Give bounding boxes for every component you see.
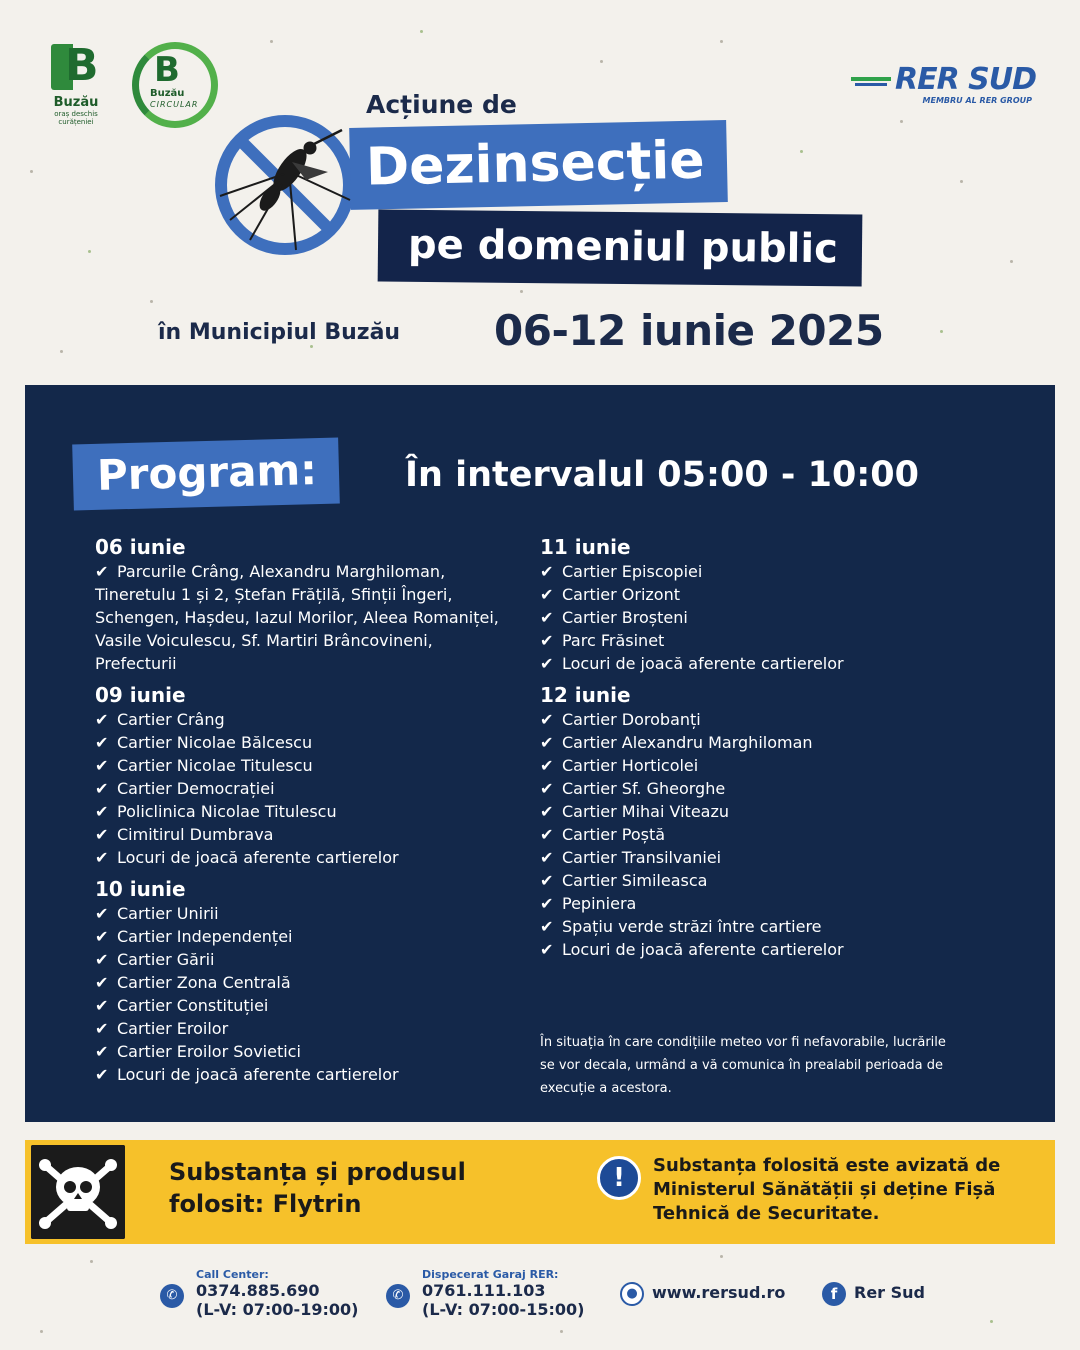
checkmark-icon: ✔ — [540, 710, 554, 729]
schedule-item-text: Cartier Nicolae Titulescu — [117, 756, 313, 775]
schedule-day — [95, 877, 535, 1086]
rer-logo-name: RER SUD — [894, 62, 1036, 97]
checkmark-icon: ✔ — [540, 848, 554, 867]
schedule-item — [95, 800, 535, 823]
schedule-item-text: Cartier Mihai Viteazu — [562, 802, 730, 821]
substance-label: Substanța și produsul folosit: Flytrin — [169, 1158, 466, 1218]
checkmark-icon: ✔ — [540, 894, 554, 913]
schedule-item-text: Spațiu verde străzi între cartiere — [562, 917, 822, 936]
schedule-item-text: Cartier Transilvaniei — [562, 848, 722, 867]
schedule-item — [540, 606, 980, 629]
substance-approval-note: Substanța folosită este avizată de Ministerul Sănătății și deține Fișă Tehnică de Securitate. — [653, 1155, 1001, 1224]
schedule-item-text: Cartier Broșteni — [562, 608, 688, 627]
buzau-circular-tagline: CIRCULAR — [150, 100, 199, 109]
schedule-item-text: Cartier Democrației — [117, 779, 275, 798]
schedule-item-text: Cartier Eroilor Sovietici — [117, 1042, 301, 1061]
schedule-item-text: Cartier Simileasca — [562, 871, 708, 890]
schedule-day — [540, 535, 980, 675]
checkmark-icon: ✔ — [540, 779, 554, 798]
schedule-item-text: Parc Frăsinet — [562, 631, 665, 650]
program-panel — [25, 385, 1055, 1122]
schedule-item — [540, 800, 980, 823]
schedule-item-text: Locuri de joacă aferente cartierelor — [562, 654, 844, 673]
checkmark-icon: ✔ — [95, 710, 109, 729]
schedule-day-title: 11 iunie — [540, 535, 631, 559]
website-link[interactable]: www.rersud.ro — [652, 1283, 786, 1302]
checkmark-icon: ✔ — [540, 917, 554, 936]
header-action: Acțiune de — [366, 90, 517, 119]
schedule-item-text: Cartier Crâng — [117, 710, 225, 729]
schedule-item — [95, 948, 535, 971]
checkmark-icon: ✔ — [95, 1019, 109, 1038]
schedule-item-text: Locuri de joacă aferente cartierelor — [562, 940, 844, 959]
schedule-item-text: Cartier Independenței — [117, 927, 293, 946]
no-mosquito-icon — [210, 110, 360, 260]
schedule-item-text: Cartier Gării — [117, 950, 215, 969]
schedule-item-text: Cartier Unirii — [117, 904, 219, 923]
header-title: Dezinsecție — [349, 120, 727, 210]
exclamation-icon: ! — [597, 1156, 641, 1200]
schedule-item — [95, 708, 535, 731]
checkmark-icon: ✔ — [540, 733, 554, 752]
checkmark-icon: ✔ — [95, 802, 109, 821]
skull-crossbones-icon — [31, 1145, 125, 1239]
schedule-item-text: Cartier Dorobanți — [562, 710, 701, 729]
weather-notice: În situația în care condițiile meteo vor fi nefavorabile, lucrările se vor decala, urmând a vă comunica în prealabil perioada de execuție a acestora. — [540, 1035, 946, 1096]
facebook-link[interactable]: Rer Sud — [854, 1283, 925, 1302]
rer-logo-tagline: MEMBRU AL RER GROUP — [922, 96, 1032, 105]
checkmark-icon: ✔ — [95, 996, 109, 1015]
schedule-item — [540, 938, 980, 961]
schedule-item — [95, 754, 535, 777]
schedule-item — [540, 560, 980, 583]
schedule-item-text: Cartier Poștă — [562, 825, 666, 844]
schedule-right-column — [540, 535, 980, 969]
checkmark-icon: ✔ — [95, 927, 109, 946]
schedule-item — [95, 731, 535, 754]
checkmark-icon: ✔ — [540, 825, 554, 844]
schedule-item-text: Cimitirul Dumbrava — [117, 825, 274, 844]
schedule-day — [95, 535, 535, 675]
header-dates: 06-12 iunie 2025 — [494, 306, 884, 355]
schedule-item-text: Locuri de joacă aferente cartierelor — [117, 848, 399, 867]
schedule-item — [95, 560, 515, 675]
facebook-icon: f — [822, 1282, 846, 1306]
schedule-item-text: Cartier Episcopiei — [562, 562, 703, 581]
header-subtitle: pe domeniul public — [378, 209, 863, 286]
call-center-hours: (L-V: 07:00-19:00) — [196, 1300, 359, 1319]
checkmark-icon: ✔ — [540, 608, 554, 627]
checkmark-icon: ✔ — [95, 904, 109, 923]
schedule-item — [95, 846, 535, 869]
schedule-item-text: Cartier Nicolae Bălcescu — [117, 733, 313, 752]
call-center-phone[interactable]: 0374.885.690 — [196, 1281, 320, 1300]
schedule-item-text: Policlinica Nicolae Titulescu — [117, 802, 337, 821]
schedule-day-title: 12 iunie — [540, 683, 631, 707]
schedule-day — [95, 683, 535, 869]
schedule-item-text: Cartier Sf. Gheorghe — [562, 779, 726, 798]
schedule-item-text: Cartier Orizont — [562, 585, 680, 604]
schedule-item — [95, 971, 535, 994]
checkmark-icon: ✔ — [95, 848, 109, 867]
checkmark-icon: ✔ — [95, 1042, 109, 1061]
checkmark-icon: ✔ — [95, 756, 109, 775]
buzau-logo-tagline: oraș deschis curățeniei — [54, 110, 98, 126]
phone-icon: ✆ — [386, 1284, 410, 1308]
buzau-circular-letter: B — [154, 50, 180, 90]
call-center-label: Call Center: — [196, 1268, 269, 1281]
buzau-logo-name: Buzău — [53, 95, 99, 110]
checkmark-icon: ✔ — [95, 562, 109, 581]
schedule-item — [540, 708, 980, 731]
rer-sud-logo — [836, 64, 1036, 105]
dispecerat-label: Dispecerat Garaj RER: — [422, 1268, 559, 1281]
buzau-logo-mark — [51, 38, 101, 96]
schedule-item — [540, 846, 980, 869]
schedule-item-text: Cartier Alexandru Marghiloman — [562, 733, 813, 752]
schedule-item-text: Parcurile Crâng, Alexandru Marghiloman, Tineretulu 1 și 2, Ștefan Frățilă, Sfinții Îngeri, Schengen, Hașdeu, Iazul Morilor, Aleea Romaniței, Vasile Voiculescu, Sf. Martiri Brâncovineni, Prefecturii — [95, 562, 499, 673]
schedule-item — [540, 629, 980, 652]
schedule-item — [95, 823, 535, 846]
schedule-item — [540, 731, 980, 754]
schedule-item — [540, 652, 980, 675]
phone-icon: ✆ — [160, 1284, 184, 1308]
checkmark-icon: ✔ — [95, 1065, 109, 1084]
schedule-day-title: 06 iunie — [95, 535, 186, 559]
checkmark-icon: ✔ — [95, 733, 109, 752]
schedule-day-title: 09 iunie — [95, 683, 186, 707]
schedule-item-text: Locuri de joacă aferente cartierelor — [117, 1065, 399, 1084]
checkmark-icon: ✔ — [540, 585, 554, 604]
schedule-item — [540, 823, 980, 846]
buzau-circular-logo — [132, 42, 218, 128]
checkmark-icon: ✔ — [95, 825, 109, 844]
schedule-item — [95, 777, 535, 800]
schedule-item-text: Cartier Constituției — [117, 996, 269, 1015]
schedule-item — [95, 902, 535, 925]
schedule-item — [540, 869, 980, 892]
checkmark-icon: ✔ — [540, 756, 554, 775]
checkmark-icon: ✔ — [540, 631, 554, 650]
substance-band — [25, 1140, 1055, 1244]
checkmark-icon: ✔ — [540, 562, 554, 581]
schedule-left-column — [95, 535, 535, 1094]
buzau-circular-name: Buzău — [150, 88, 185, 99]
checkmark-icon: ✔ — [540, 871, 554, 890]
schedule-item — [540, 892, 980, 915]
globe-icon: ● — [620, 1282, 644, 1306]
buzau-logo-letter: B — [65, 40, 99, 91]
checkmark-icon: ✔ — [540, 654, 554, 673]
checkmark-icon: ✔ — [95, 950, 109, 969]
schedule-item — [95, 1040, 535, 1063]
schedule-item — [95, 1017, 535, 1040]
schedule-item — [95, 994, 535, 1017]
schedule-item-text: Cartier Zona Centrală — [117, 973, 291, 992]
dispecerat-phone[interactable]: 0761.111.103 — [422, 1281, 546, 1300]
schedule-item-text: Pepiniera — [562, 894, 637, 913]
schedule-item — [540, 583, 980, 606]
checkmark-icon: ✔ — [540, 802, 554, 821]
schedule-item-text: Cartier Horticolei — [562, 756, 699, 775]
schedule-day-title: 10 iunie — [95, 877, 186, 901]
schedule-item — [95, 1063, 535, 1086]
schedule-item-text: Cartier Eroilor — [117, 1019, 229, 1038]
program-label: Program: — [72, 438, 340, 511]
buzau-logo — [40, 38, 112, 126]
checkmark-icon: ✔ — [95, 973, 109, 992]
program-interval: În intervalul 05:00 - 10:00 — [405, 455, 920, 495]
checkmark-icon: ✔ — [95, 779, 109, 798]
dispecerat-hours: (L-V: 07:00-15:00) — [422, 1300, 585, 1319]
checkmark-icon: ✔ — [540, 940, 554, 959]
rer-arrow-icon — [851, 74, 891, 88]
header-location: în Municipiul Buzău — [158, 320, 401, 345]
schedule-item — [540, 915, 980, 938]
schedule-item — [540, 777, 980, 800]
schedule-day — [540, 683, 980, 961]
schedule-item — [540, 754, 980, 777]
schedule-item — [95, 925, 535, 948]
